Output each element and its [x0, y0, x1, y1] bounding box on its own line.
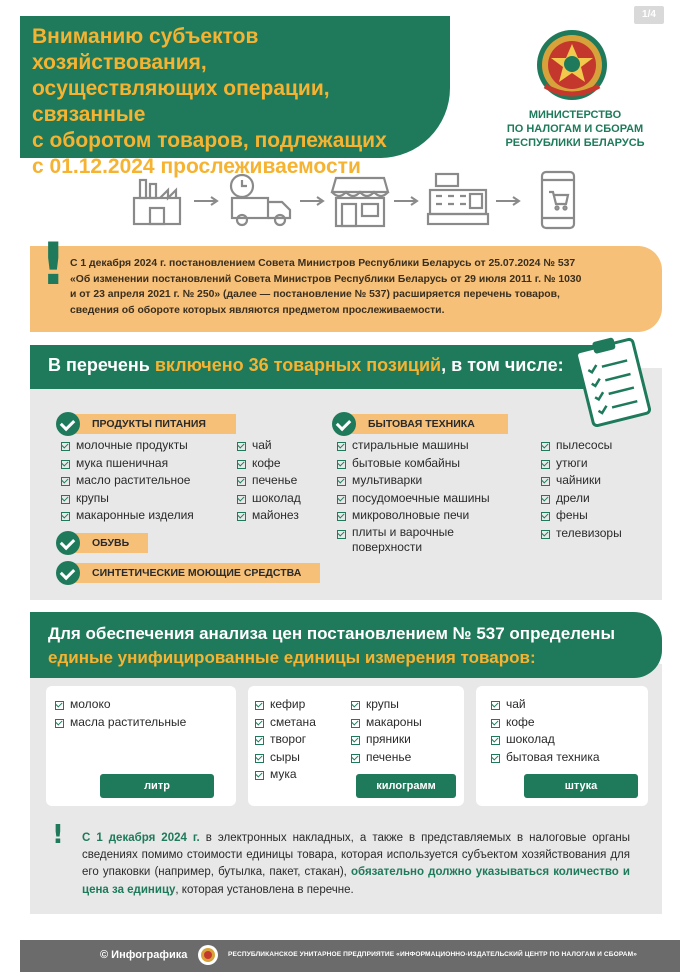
list-item: масла растительные: [54, 714, 186, 732]
list-item: молочные продукты: [60, 437, 194, 455]
title-line-4: с 01.12.2024 прослеживаемости: [32, 155, 361, 178]
ministry-line-1: МИНИСТЕРСТВО: [528, 109, 622, 121]
factory-icon: [130, 174, 184, 228]
info-highlight: обязательно должно указываться количество и цена за единицу: [82, 866, 630, 896]
check-circle-icon: [332, 412, 356, 436]
unit-label-piece: штука: [524, 774, 638, 798]
list-item: утюги: [540, 455, 622, 473]
appliances-list-col2: [540, 437, 622, 542]
exclamation-icon: !: [40, 230, 67, 298]
category-detergents: СИНТЕТИЧЕСКИЕ МОЮЩИЕ СРЕДСТВА: [62, 563, 320, 583]
list-item: кофе: [490, 714, 600, 732]
list-item: макароны: [350, 714, 422, 732]
info-text-part: в электронных накладных, а также в представляемых в налоговые органы сведениях помимо стоимости единицы товара, которая используется субъектом хозяйствования для его упаковки (например, бутылка, пакет, стакан),: [82, 832, 630, 879]
list-item: творог: [254, 731, 316, 749]
unit-label-kilogram: килограмм: [356, 774, 456, 798]
category-food: ПРОДУКТЫ ПИТАНИЯ: [62, 414, 236, 434]
food-list-col2: [236, 437, 301, 525]
title-part: В перечень: [48, 355, 155, 375]
title-line-3: с оборотом товаров, подлежащих: [32, 129, 387, 152]
list-item: печенье: [350, 749, 422, 767]
arrow-right-icon: [394, 196, 420, 206]
notice-line: С 1 декабря 2024 г. постановлением Совета Министров Республики Беларусь от 25.07.2024 № 537: [70, 258, 576, 269]
piece-list: [490, 696, 600, 766]
shop-icon: [330, 174, 390, 228]
list-item: чайники: [540, 472, 622, 490]
list-item: сыры: [254, 749, 316, 767]
delivery-truck-icon: [226, 172, 296, 228]
list-item: чай: [490, 696, 600, 714]
appliances-list-col1: [336, 437, 526, 557]
list-item: сметана: [254, 714, 316, 732]
list-item: мука пшеничная: [60, 455, 194, 473]
info-text-part: , которая установлена в перечне.: [175, 883, 354, 896]
info-paragraph: [82, 830, 630, 899]
notice-text: [70, 256, 654, 318]
list-item: дрели: [540, 490, 622, 508]
arrow-right-icon: [194, 196, 220, 206]
clipboard-checklist-icon: [570, 334, 660, 430]
list-item: майонез: [236, 507, 301, 525]
ministry-emblem-icon: [535, 28, 609, 102]
list-item: крупы: [350, 696, 422, 714]
list-item: шоколад: [490, 731, 600, 749]
smartphone-cart-icon: [540, 170, 576, 230]
check-circle-icon: [56, 531, 80, 555]
cash-register-icon: [426, 172, 490, 228]
ministry-line-3: РЕСПУБЛИКИ БЕЛАРУСЬ: [505, 137, 645, 149]
title-line-2: осуществляющих операции, связанные: [32, 77, 330, 126]
list-item: телевизоры: [540, 525, 622, 543]
list-item: чай: [236, 437, 301, 455]
process-flow: [120, 168, 600, 238]
list-item: масло растительное: [60, 472, 194, 490]
notice-line: сведения об обороте которых являются предметом прослеживаемости.: [70, 304, 445, 316]
goods-list-title: [48, 355, 564, 376]
list-item: бытовая техника: [490, 749, 600, 767]
list-item: макаронные изделия: [60, 507, 194, 525]
exclamation-icon: !: [52, 820, 64, 850]
arrow-right-icon: [300, 196, 326, 206]
info-date: С 1 декабря 2024 г.: [82, 832, 200, 844]
notice-line: и от 23 апреля 2021 г. № 250» (далее — постановление № 537) расширяется перечень товаров,: [70, 289, 560, 300]
title-part: , в том числе:: [441, 355, 564, 375]
list-item: кефир: [254, 696, 316, 714]
list-item: шоколад: [236, 490, 301, 508]
list-item: печенье: [236, 472, 301, 490]
kilogram-list-col1: [254, 696, 316, 784]
list-item: мультиварки: [336, 472, 526, 490]
title-line-1: Вниманию субъектов хозяйствования,: [32, 25, 259, 74]
kilogram-list-col2: [350, 696, 422, 766]
list-item: пряники: [350, 731, 422, 749]
footer-organization: РЕСПУБЛИКАНСКОЕ УНИТАРНОЕ ПРЕДПРИЯТИЕ «ИНФОРМАЦИОННО-ИЗДАТЕЛЬСКИЙ ЦЕНТР ПО НАЛОГАМ И СБОРАМ»: [228, 951, 637, 958]
arrow-right-icon: [496, 196, 522, 206]
list-item: посудомоечные машины: [336, 490, 526, 508]
units-title-line: Для обеспечения анализа цен постановлением № 537 определены: [48, 624, 615, 643]
category-appliances: БЫТОВАЯ ТЕХНИКА: [338, 414, 508, 434]
publisher-logo-icon: [197, 944, 219, 966]
list-item: микроволновые печи: [336, 507, 526, 525]
ministry-name: [480, 108, 670, 150]
units-title: [48, 622, 648, 670]
list-item: бытовые комбайны: [336, 455, 526, 473]
list-item: кофе: [236, 455, 301, 473]
list-item: мука: [254, 766, 316, 784]
list-item: фены: [540, 507, 622, 525]
page-title: [32, 24, 432, 180]
page-number: 1/4: [634, 6, 664, 24]
notice-line: «Об изменении постановлений Совета Министров Республики Беларусь от 29 июля 2011 г. № 1030: [70, 273, 582, 285]
liter-list: [54, 696, 186, 731]
list-item: стиральные машины: [336, 437, 526, 455]
check-circle-icon: [56, 412, 80, 436]
check-circle-icon: [56, 561, 80, 585]
list-item: молоко: [54, 696, 186, 714]
list-item: плиты и варочные поверхности: [336, 525, 526, 557]
food-list-col1: [60, 437, 194, 525]
title-highlight: включено 36 товарных позиций: [154, 355, 442, 375]
units-title-highlight: единые унифицированные единицы измерения товаров:: [48, 648, 536, 667]
category-shoes: ОБУВЬ: [62, 533, 148, 553]
unit-label-liter: литр: [100, 774, 214, 798]
list-item: крупы: [60, 490, 194, 508]
list-item: пылесосы: [540, 437, 622, 455]
footer-copyright: © Инфографика: [100, 949, 188, 961]
ministry-line-2: ПО НАЛОГАМ И СБОРАМ: [506, 123, 644, 135]
